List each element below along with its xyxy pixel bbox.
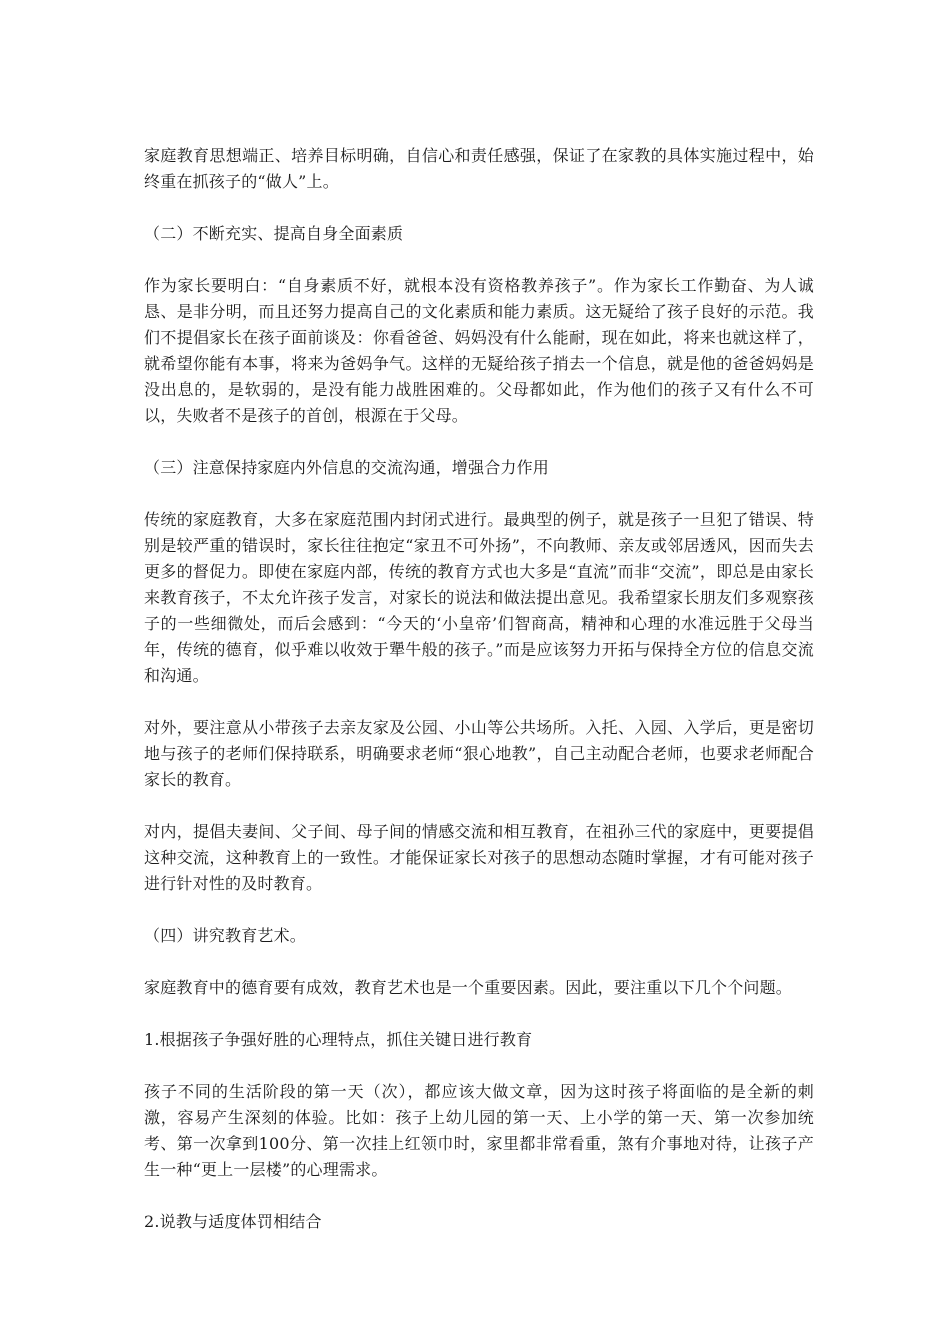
paragraph-first-day: 孩子不同的生活阶段的第一天（次），都应该大做文章，因为这时孩子将面临的是全新的刺激，容易产生深刻的体验。比如：孩子上幼儿园的第一天、上小学的第一天、第一次参加统考、第一次拿到100分、第一次挂上红领巾时，家里都非常看重，煞有介事地对待，让孩子产生一种“更上一层楼”的心理需求。 bbox=[144, 1082, 814, 1179]
section-heading-3: （三）注意保持家庭内外信息的交流沟通，增强合力作用 bbox=[144, 458, 550, 477]
paragraph-traditional-education: 传统的家庭教育，大多在家庭范围内封闭式进行。最典型的例子，就是孩子一旦犯了错误、特别是较严重的错误时，家长往往抱定“家丑不可外扬”，不向教师、亲友或邻居透风，因而失去更多的督促力。即使在家庭内部，传统的教育方式也大多是“直流”而非“交流”，即总是由家长来教育孩子，不太允许孩子发言，对家长的说法和做法提出意见。我希望家长朋友们多观察孩子的一些细微处，而后会感到：“今天的‘小皇帝’们智商高，精神和心理的水准远胜于父母当年，传统的德育，似乎难以收效于犟牛般的孩子。”而是应该努力开拓与保持全方位的信息交流和沟通。 bbox=[144, 510, 814, 685]
section-heading-4: （四）讲究教育艺术。 bbox=[144, 926, 307, 945]
paragraph-parent-quality: 作为家长要明白：“自身素质不好，就根本没有资格教养孩子”。作为家长工作勤奋、为人诚恳、是非分明，而且还努力提高自己的文化素质和能力素质。这无疑给了孩子良好的示范。我们不提倡家长在孩子面前谈及：你看爸爸、妈妈没有什么能耐，现在如此，将来也就这样了，就希望你能有本事，将来为爸妈争气。这样的无疑给孩子捎去一个信息，就是他的爸爸妈妈是没出息的，是软弱的，是没有能力战胜困难的。父母都如此，作为他们的孩子又有什么不可以，失败者不是孩子的首创，根源在于父母。 bbox=[144, 276, 814, 425]
subheading-1: 1.根据孩子争强好胜的心理特点，抓住关键日进行教育 bbox=[144, 1030, 533, 1049]
document-body bbox=[144, 143, 814, 1261]
paragraph-family-education-principle: 家庭教育思想端正、培养目标明确，自信心和责任感强，保证了在家教的具体实施过程中，始终重在抓孩子的“做人”上。 bbox=[144, 146, 814, 191]
paragraph-internal-communication: 对内，提倡夫妻间、父子间、母子间的情感交流和相互教育，在祖孙三代的家庭中，更要提倡这种交流，这种教育上的一致性。才能保证家长对孩子的思想动态随时掌握，才有可能对孩子进行针对性的及时教育。 bbox=[144, 822, 814, 893]
section-heading-2: （二）不断充实、提高自身全面素质 bbox=[144, 224, 404, 243]
paragraph-education-art: 家庭教育中的德育要有成效，教育艺术也是一个重要因素。因此，要注重以下几个个问题。 bbox=[144, 978, 793, 997]
paragraph-external-communication: 对外，要注意从小带孩子去亲友家及公园、小山等公共场所。入托、入园、入学后，更是密切地与孩子的老师们保持联系，明确要求老师“狠心地教”，自己主动配合老师，也要求老师配合家长的教育。 bbox=[144, 718, 814, 789]
subheading-2: 2.说教与适度体罚相结合 bbox=[144, 1212, 322, 1231]
